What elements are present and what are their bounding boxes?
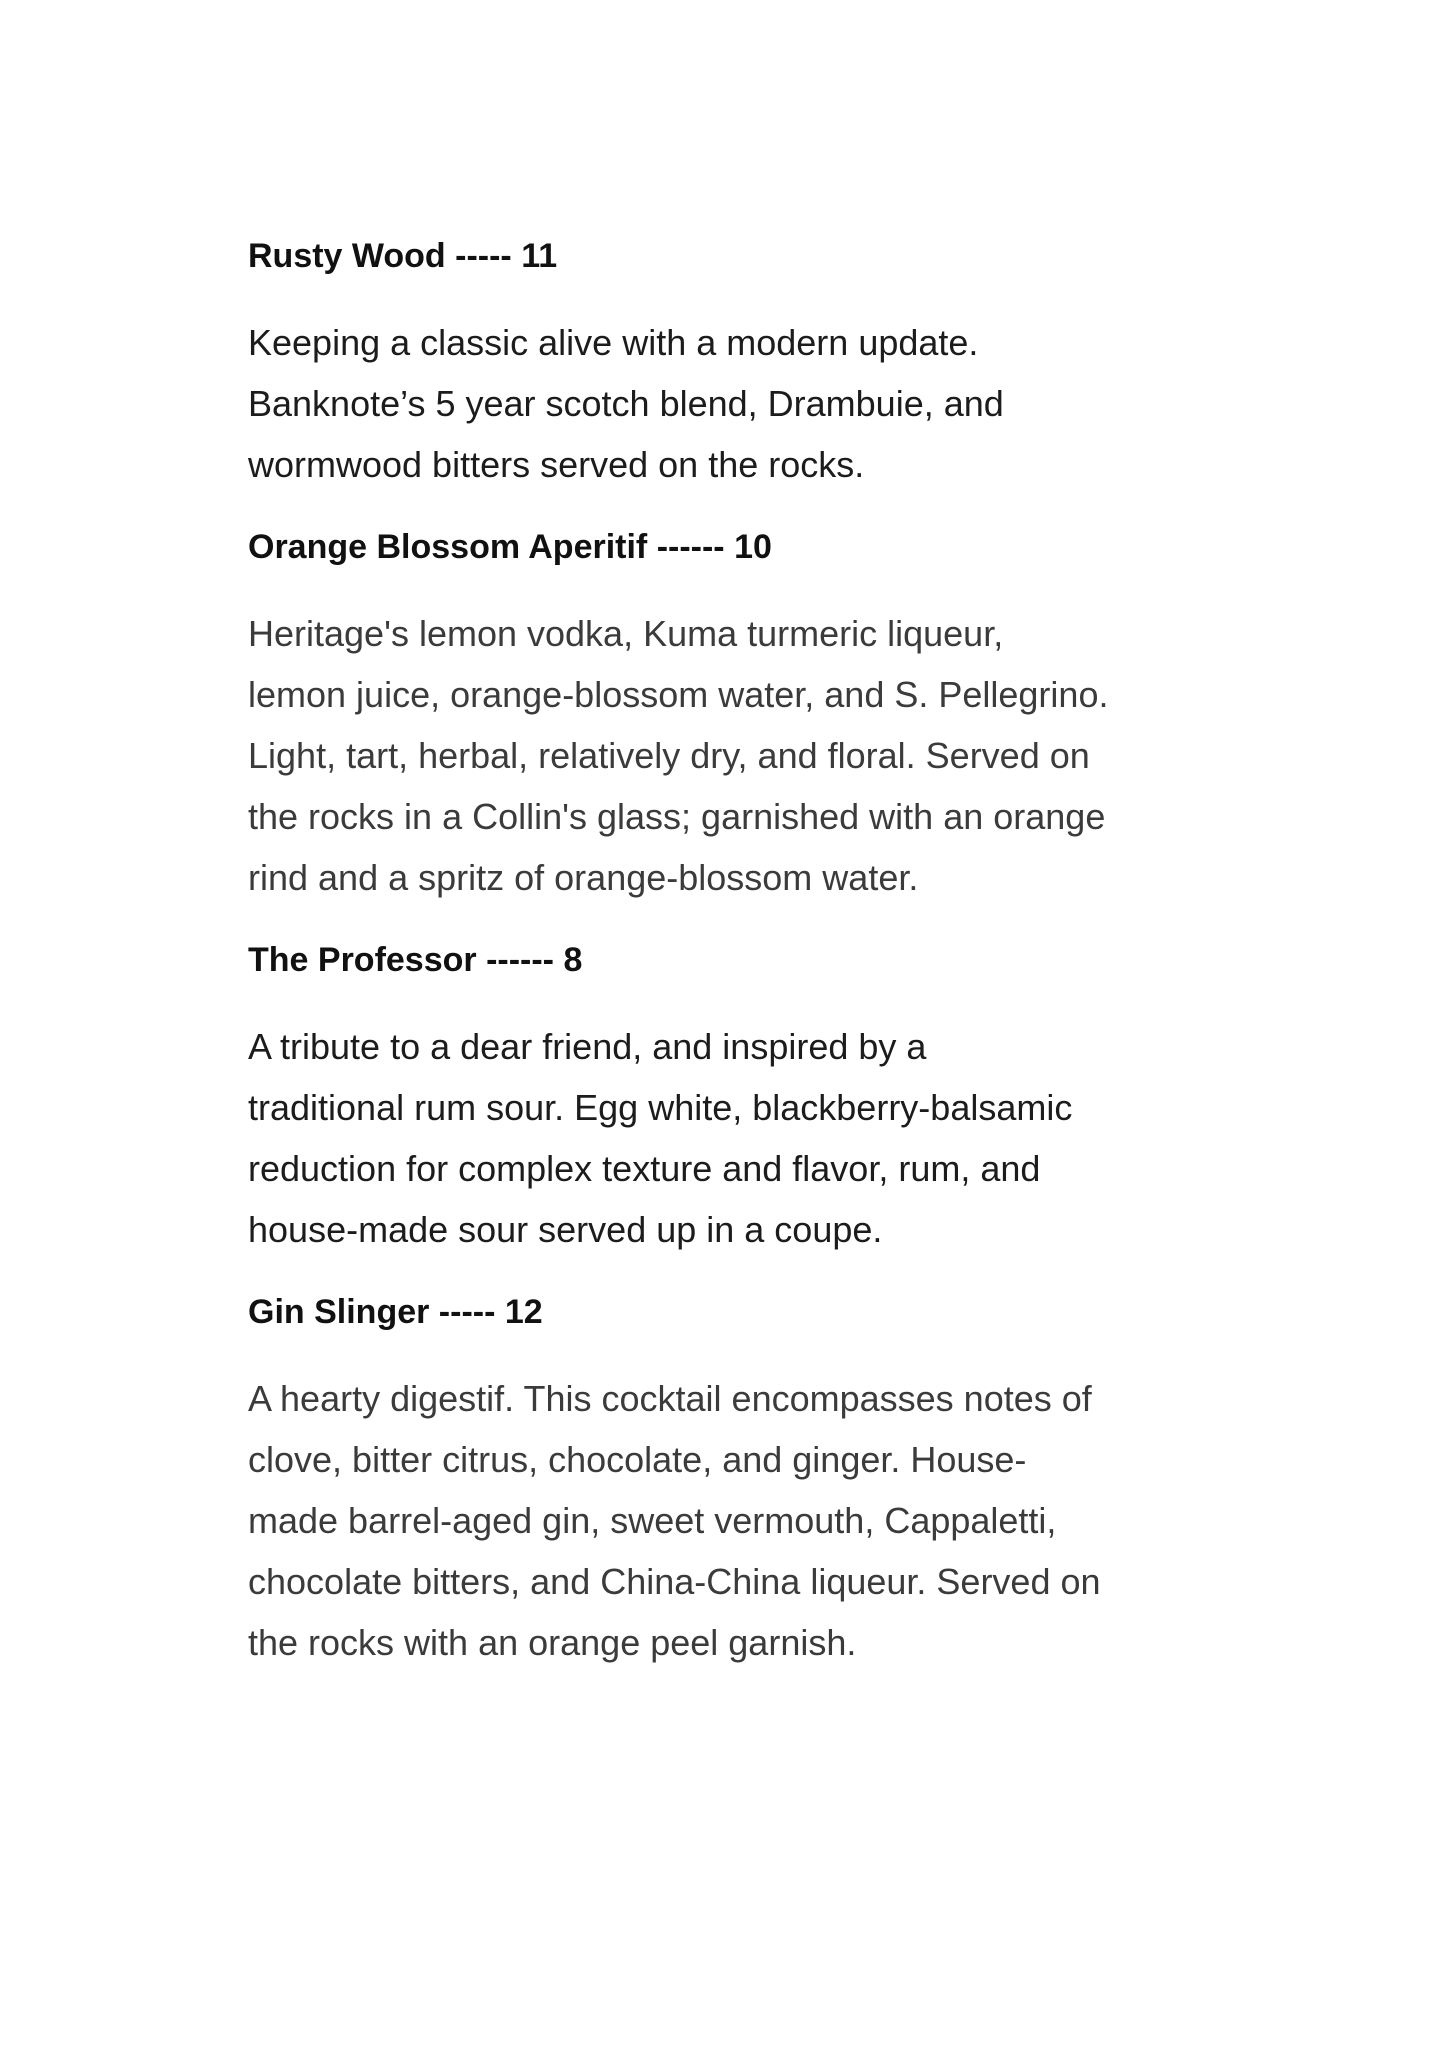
menu-item-description [248,312,1248,495]
description-line: made barrel-aged gin, sweet vermouth, Cappaletti, [248,1500,1057,1541]
menu-item-description [248,1368,1248,1673]
menu-item-title: Rusty Wood ----- 11 [248,237,558,275]
menu-item-title: Orange Blossom Aperitif ------ 10 [248,528,772,566]
description-line: the rocks in a Collin's glass; garnished with an orange [248,796,1106,837]
menu-item-rusty-wood [248,234,1248,495]
description-line: the rocks with an orange peel garnish. [248,1622,857,1663]
description-line: wormwood bitters served on the rocks. [248,444,865,485]
menu-item-gin-slinger [248,1290,1248,1673]
description-line: lemon juice, orange-blossom water, and S. Pellegrino. [248,674,1109,715]
description-line: reduction for complex texture and flavor, rum, and [248,1148,1041,1189]
description-line: house-made sour served up in a coupe. [248,1209,883,1250]
menu-item-description [248,603,1248,908]
description-line: A tribute to a dear friend, and inspired by a [248,1026,927,1067]
description-line: clove, bitter citrus, chocolate, and ginger. House- [248,1439,1027,1480]
description-line: Keeping a classic alive with a modern update. [248,322,979,363]
description-line: Heritage's lemon vodka, Kuma turmeric liqueur, [248,613,1004,654]
description-line: Light, tart, herbal, relatively dry, and floral. Served on [248,735,1090,776]
description-line: traditional rum sour. Egg white, blackberry-balsamic [248,1087,1073,1128]
menu-item-description [248,1016,1248,1260]
cocktail-menu [248,234,1248,1703]
description-line: A hearty digestif. This cocktail encompasses notes of [248,1378,1092,1419]
menu-item-title: Gin Slinger ----- 12 [248,1293,543,1331]
menu-item-orange-blossom-aperitif [248,525,1248,908]
menu-item-title: The Professor ------ 8 [248,941,583,979]
description-line: rind and a spritz of orange-blossom water. [248,857,919,898]
menu-item-the-professor [248,938,1248,1260]
description-line: Banknote’s 5 year scotch blend, Drambuie, and [248,383,1004,424]
description-line: chocolate bitters, and China-China liqueur. Served on [248,1561,1101,1602]
